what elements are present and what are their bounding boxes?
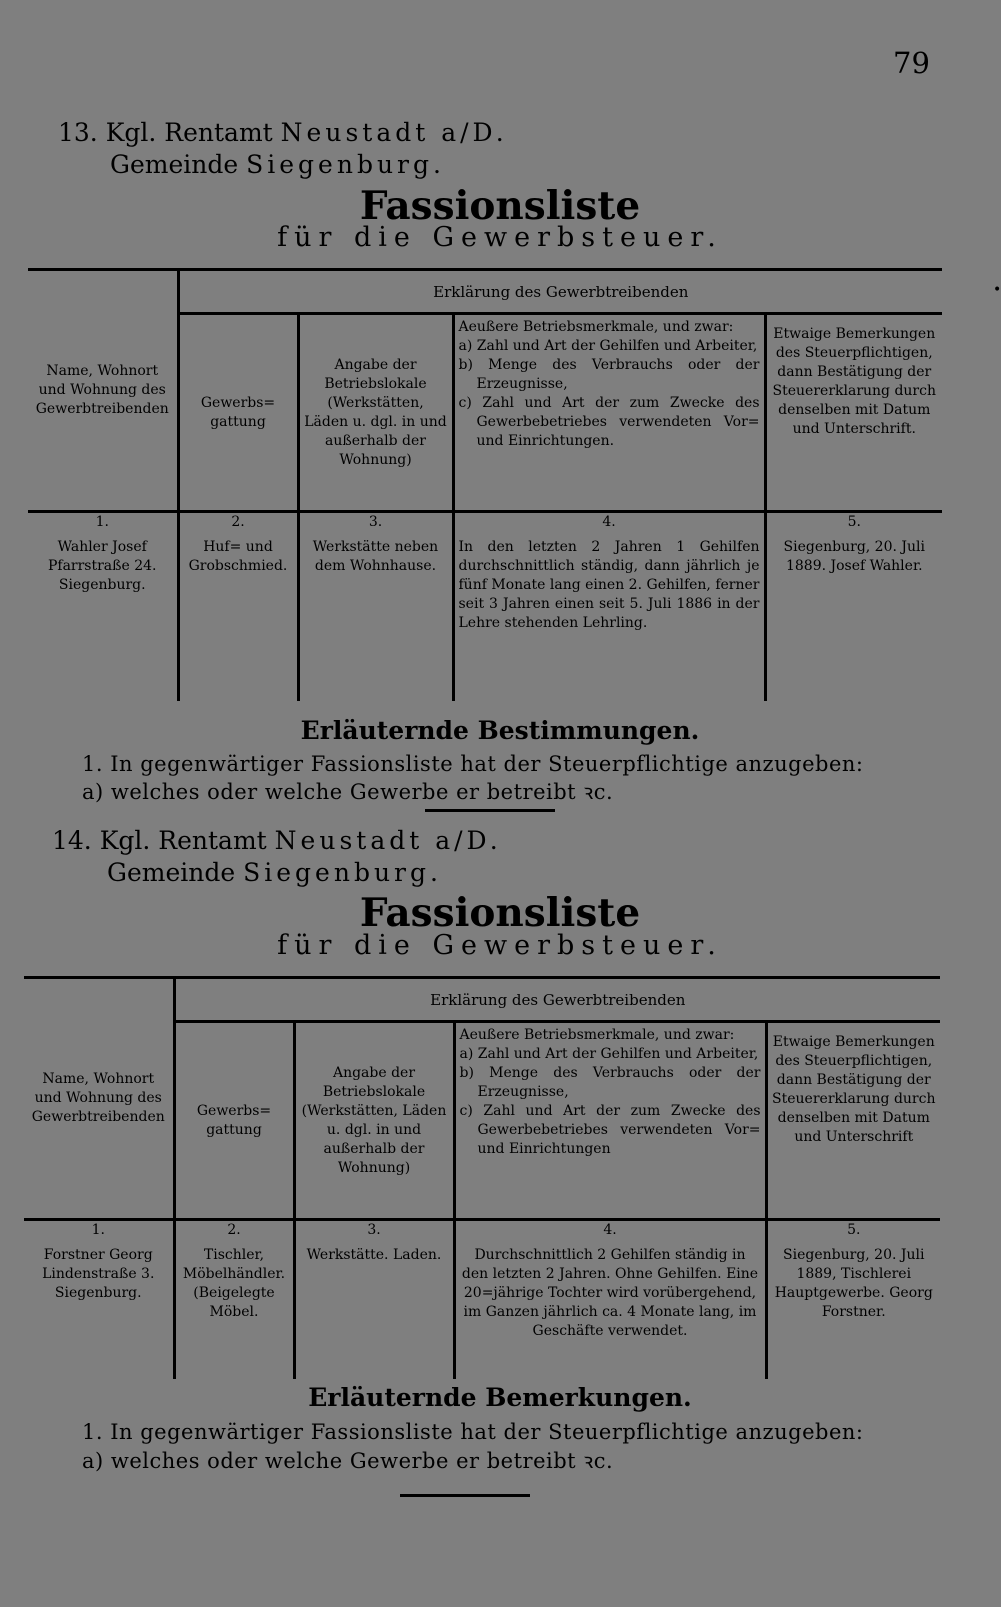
cell-premises: Werkstätte neben dem Wohnhause.	[298, 535, 453, 701]
col4-header-item: c) Zahl und Art der zum Zwecke des Gewerbebetriebes verwendeten Vor= und Einrichtungen	[459, 1103, 761, 1157]
col-number: 3.	[298, 512, 453, 536]
entry-heading-office	[52, 826, 502, 855]
entry-number: 14.	[52, 826, 92, 855]
town-name: Neustadt a/D.	[274, 826, 502, 855]
cell-features: Durchschnittlich 2 Gehilfen ständig in den letzten 2 Jahren. Ohne Gehilfen. Eine 20=jährige Tochter wird vorübergehend, im Ganzen jährlich ca. 4 Monate lang, im Geschäfte verwendet.	[454, 1243, 766, 1379]
col-number: 1.	[24, 1220, 174, 1244]
table-row	[28, 535, 942, 701]
col2-header: Gewerbs= gattung	[178, 314, 298, 512]
col4-header-item: a) Zahl und Art der Gehilfen und Arbeiter,	[459, 1046, 759, 1062]
separator-rule	[400, 1494, 530, 1497]
cell-premises: Werkstätte. Laden.	[294, 1243, 454, 1379]
explanation-line: 1. In gegenwärtiger Fassionsliste hat der Steuerpflichtige anzugeben:	[82, 752, 864, 776]
fassion-table	[24, 976, 940, 1379]
cell-trade: Tischler, Möbelhändler. (Beigelegte Möbel.	[174, 1243, 294, 1379]
col1-header: Name, Wohnort und Wohnung des Gewerbtreibenden	[28, 270, 178, 512]
col-number: 5.	[766, 1220, 940, 1244]
entry-number: 13.	[58, 118, 98, 147]
table-row	[24, 1243, 940, 1379]
entry-heading-office	[58, 118, 508, 147]
cell-trade: Huf= und Grobschmied.	[178, 535, 298, 701]
col-number: 1.	[28, 512, 178, 536]
col4-header	[454, 1022, 766, 1220]
list-subtitle: für die Gewerbsteuer.	[277, 222, 723, 253]
col-number: 3.	[294, 1220, 454, 1244]
cell-features: In den letzten 2 Jahren 1 Gehilfen durchschnittlich ständig, dann jährlich je fünf Monate lang einen 2. Gehilfen, ferner seit 3 Jahren einen seit 5. Juli 1886 in der Lehre stehenden Lehrling.	[453, 535, 765, 701]
list-title: Fassionsliste	[359, 890, 641, 936]
explanation-line: a) welches oder welche Gewerbe er betreibt ꝛc.	[82, 1449, 614, 1473]
group-header: Erklärung des Gewerbtreibenden	[174, 978, 940, 1022]
cell-remarks: Siegenburg, 20. Juli 1889, Tischlerei Hauptgewerbe. Georg Forstner.	[766, 1243, 940, 1379]
col5-header: Etwaige Bemerkungen des Steuerpflichtigen, dann Bestätigung der Steuererklarung durch denselben mit Datum und Unterschrift	[766, 1022, 940, 1220]
explanation-line: 1. In gegenwärtiger Fassionsliste hat der Steuerpflichtige anzugeben:	[82, 1420, 864, 1444]
cell-remarks: Siegenburg, 20. Juli 1889. Josef Wahler.	[765, 535, 942, 701]
separator-rule	[425, 809, 555, 812]
col-number: 2.	[178, 512, 298, 536]
col4-header	[453, 314, 765, 512]
col1-header: Name, Wohnort und Wohnung des Gewerbtreibenden	[24, 978, 174, 1220]
stray-mark: •	[993, 282, 1001, 298]
cell-name: Forstner Georg Lindenstraße 3. Siegenburg.	[42, 1247, 155, 1301]
cell-name: Wahler Josef Pfarrstraße 24. Siegenburg.	[47, 539, 157, 593]
fassion-table	[28, 268, 942, 701]
col4-header-intro: Aeußere Betriebsmerkmale, und zwar:	[459, 1027, 735, 1043]
entry-heading-community	[107, 858, 442, 887]
explanations-title: Erläuternde Bestimmungen.	[300, 716, 700, 745]
col3-header: Angabe der Betriebslokale (Werkstätten, Läden u. dgl. in und außerhalb der Wohnung)	[294, 1022, 454, 1220]
community-name: Siegenburg.	[243, 858, 442, 887]
col4-header-intro: Aeußere Betriebsmerkmale, und zwar:	[458, 319, 734, 335]
entry-heading-community	[110, 150, 445, 179]
office-name: Kgl. Rentamt	[99, 826, 267, 855]
page-number: 79	[893, 46, 930, 80]
col4-header-item: c) Zahl und Art der zum Zwecke des Gewerbebetriebes verwendeten Vor= und Einrichtungen.	[458, 395, 760, 449]
group-header: Erklärung des Gewerbtreibenden	[178, 270, 942, 314]
explanations-title: Erläuternde Bemerkungen.	[308, 1383, 692, 1412]
col4-header-item: b) Menge des Verbrauchs oder der Erzeugnisse,	[459, 1065, 761, 1100]
col-number: 2.	[174, 1220, 294, 1244]
community-label: Gemeinde	[110, 150, 239, 179]
explanation-line: a) welches oder welche Gewerbe er betreibt ꝛc.	[82, 780, 614, 804]
list-title: Fassionsliste	[359, 183, 641, 229]
list-subtitle: für die Gewerbsteuer.	[277, 930, 723, 961]
col4-header-item: b) Menge des Verbrauchs oder der Erzeugnisse,	[458, 357, 760, 392]
col-number: 5.	[765, 512, 942, 536]
office-name: Kgl. Rentamt	[105, 118, 273, 147]
col4-header-item: a) Zahl und Art der Gehilfen und Arbeiter,	[458, 338, 758, 354]
col5-header: Etwaige Bemerkungen des Steuerpflichtigen, dann Bestätigung der Steuererklarung durch denselben mit Datum und Unterschrift.	[765, 314, 942, 512]
town-name: Neustadt a/D.	[280, 118, 508, 147]
community-name: Siegenburg.	[246, 150, 445, 179]
col2-header: Gewerbs= gattung	[174, 1022, 294, 1220]
col3-header: Angabe der Betriebslokale (Werkstätten, Läden u. dgl. in und außerhalb der Wohnung)	[298, 314, 453, 512]
col-number: 4.	[453, 512, 765, 536]
col-number: 4.	[454, 1220, 766, 1244]
community-label: Gemeinde	[107, 858, 236, 887]
